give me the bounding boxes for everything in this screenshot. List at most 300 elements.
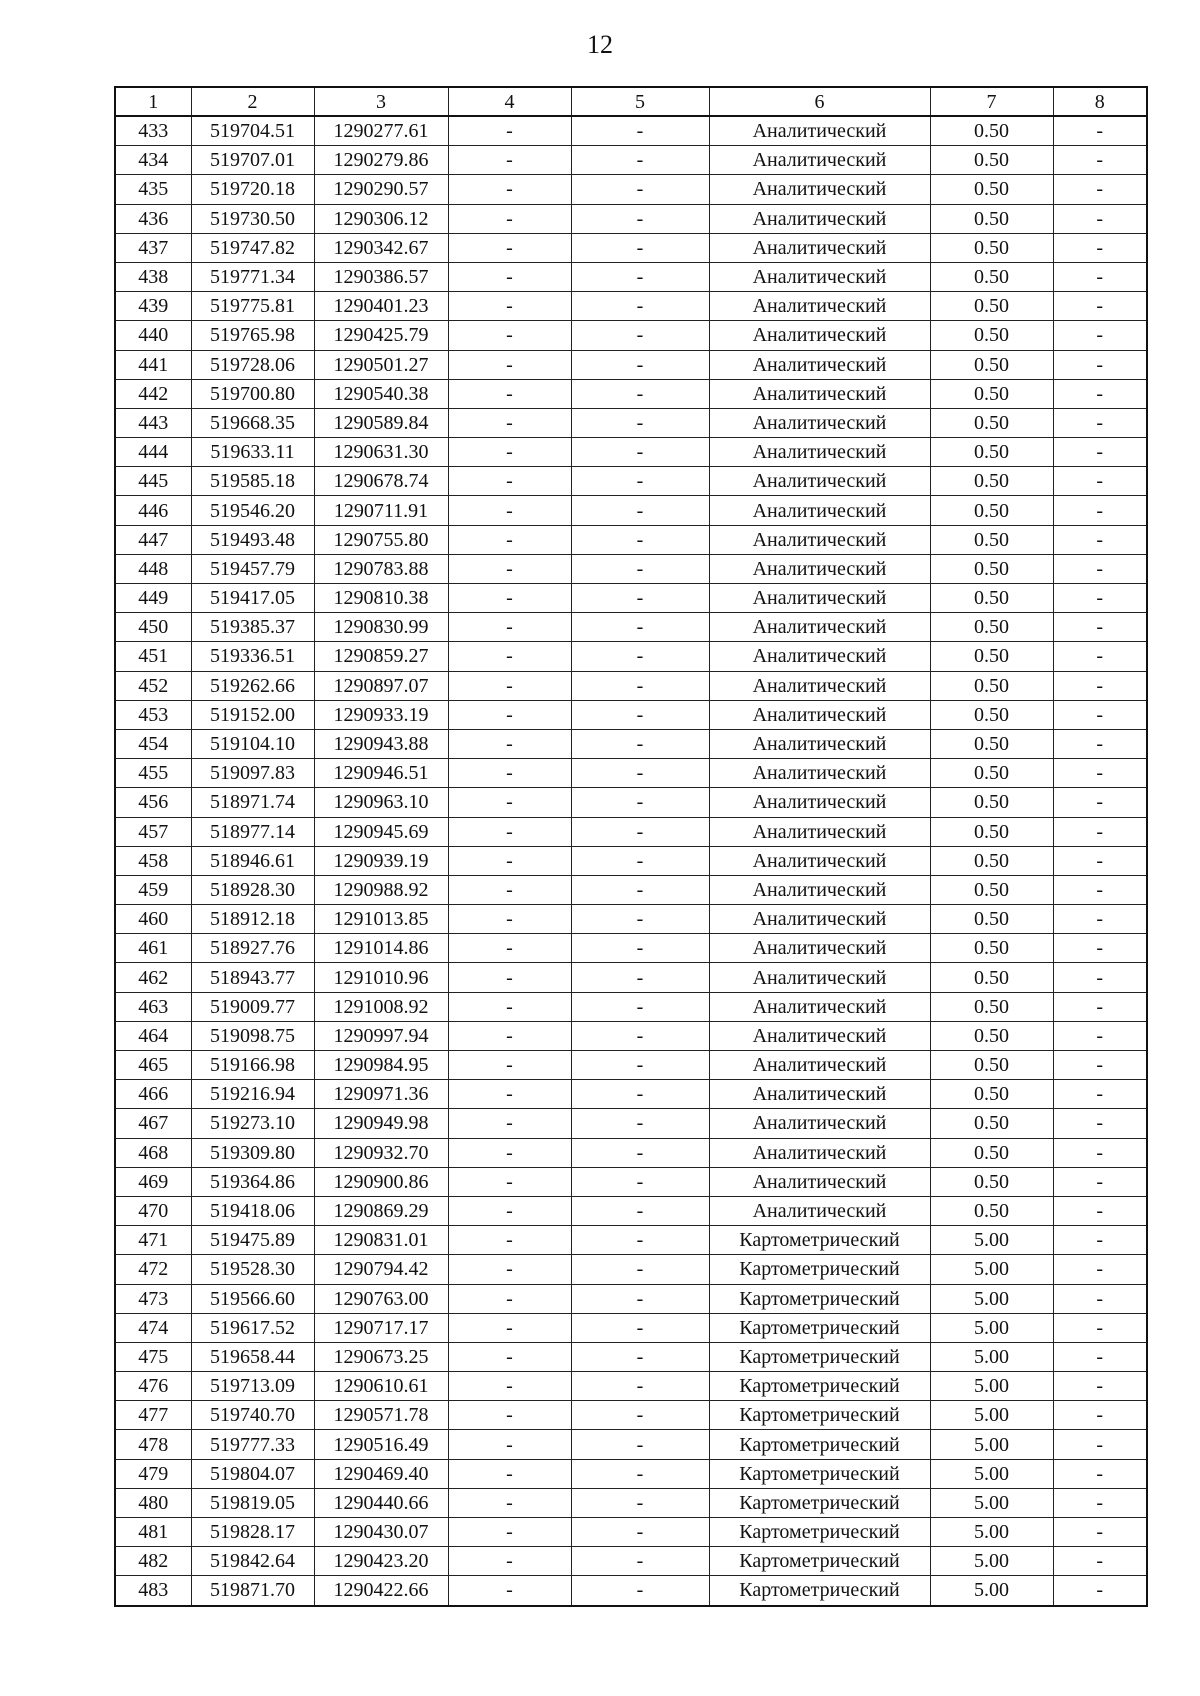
table-row: [115, 1401, 1147, 1430]
table-header-row: [115, 87, 1147, 116]
x-coordinate-cell: 519418.06: [191, 1196, 314, 1225]
column-5-cell: -: [571, 759, 709, 788]
method-cell: Аналитический: [709, 146, 930, 175]
column-5-cell: -: [571, 1401, 709, 1430]
x-coordinate-cell: 519777.33: [191, 1430, 314, 1459]
column-4-cell: -: [448, 671, 571, 700]
point-number-cell: 444: [115, 438, 191, 467]
point-number-cell: 445: [115, 467, 191, 496]
column-8-cell: -: [1053, 817, 1147, 846]
column-4-cell: -: [448, 408, 571, 437]
column-4-cell: -: [448, 321, 571, 350]
y-coordinate-cell: 1290501.27: [314, 350, 448, 379]
column-8-cell: -: [1053, 1138, 1147, 1167]
method-cell: Аналитический: [709, 642, 930, 671]
x-coordinate-cell: 519704.51: [191, 116, 314, 146]
column-8-cell: -: [1053, 1284, 1147, 1313]
point-number-cell: 448: [115, 554, 191, 583]
x-coordinate-cell: 519740.70: [191, 1401, 314, 1430]
table-row: [115, 292, 1147, 321]
table-row: [115, 992, 1147, 1021]
column-8-cell: -: [1053, 1401, 1147, 1430]
table-row: [115, 875, 1147, 904]
accuracy-cell: 5.00: [930, 1313, 1053, 1342]
point-number-cell: 454: [115, 729, 191, 758]
column-4-cell: -: [448, 788, 571, 817]
point-number-cell: 466: [115, 1080, 191, 1109]
method-cell: Картометрический: [709, 1459, 930, 1488]
column-4-cell: -: [448, 817, 571, 846]
column-4-cell: -: [448, 233, 571, 262]
point-number-cell: 449: [115, 584, 191, 613]
y-coordinate-cell: 1290897.07: [314, 671, 448, 700]
column-5-cell: -: [571, 525, 709, 554]
column-4-cell: -: [448, 1167, 571, 1196]
method-cell: Аналитический: [709, 321, 930, 350]
y-coordinate-cell: 1290290.57: [314, 175, 448, 204]
column-4-cell: -: [448, 642, 571, 671]
point-number-cell: 455: [115, 759, 191, 788]
table-row: [115, 759, 1147, 788]
x-coordinate-cell: 519417.05: [191, 584, 314, 613]
column-4-cell: -: [448, 525, 571, 554]
column-8-cell: -: [1053, 788, 1147, 817]
y-coordinate-cell: 1290673.25: [314, 1342, 448, 1371]
column-8-cell: -: [1053, 1196, 1147, 1225]
table-row: [115, 438, 1147, 467]
column-5-cell: -: [571, 1080, 709, 1109]
x-coordinate-cell: 519771.34: [191, 262, 314, 291]
column-4-cell: -: [448, 992, 571, 1021]
method-cell: Аналитический: [709, 554, 930, 583]
accuracy-cell: 0.50: [930, 408, 1053, 437]
x-coordinate-cell: 519528.30: [191, 1255, 314, 1284]
column-5-cell: -: [571, 584, 709, 613]
method-cell: Аналитический: [709, 116, 930, 146]
y-coordinate-cell: 1290386.57: [314, 262, 448, 291]
x-coordinate-cell: 519765.98: [191, 321, 314, 350]
accuracy-cell: 5.00: [930, 1518, 1053, 1547]
table-row: [115, 408, 1147, 437]
table-row: [115, 525, 1147, 554]
x-coordinate-cell: 518927.76: [191, 934, 314, 963]
y-coordinate-cell: 1290831.01: [314, 1226, 448, 1255]
column-header: 3: [314, 87, 448, 116]
table-row: [115, 729, 1147, 758]
column-5-cell: -: [571, 934, 709, 963]
y-coordinate-cell: 1290306.12: [314, 204, 448, 233]
accuracy-cell: 0.50: [930, 233, 1053, 262]
point-number-cell: 440: [115, 321, 191, 350]
column-8-cell: -: [1053, 1372, 1147, 1401]
column-4-cell: -: [448, 146, 571, 175]
y-coordinate-cell: 1290589.84: [314, 408, 448, 437]
column-8-cell: -: [1053, 204, 1147, 233]
accuracy-cell: 0.50: [930, 1138, 1053, 1167]
accuracy-cell: 5.00: [930, 1488, 1053, 1517]
y-coordinate-cell: 1290945.69: [314, 817, 448, 846]
method-cell: Картометрический: [709, 1313, 930, 1342]
point-number-cell: 435: [115, 175, 191, 204]
x-coordinate-cell: 519720.18: [191, 175, 314, 204]
column-5-cell: -: [571, 1196, 709, 1225]
method-cell: Аналитический: [709, 1051, 930, 1080]
point-number-cell: 465: [115, 1051, 191, 1080]
x-coordinate-cell: 519216.94: [191, 1080, 314, 1109]
accuracy-cell: 5.00: [930, 1342, 1053, 1371]
column-8-cell: -: [1053, 905, 1147, 934]
column-8-cell: -: [1053, 1109, 1147, 1138]
table-row: [115, 116, 1147, 146]
point-number-cell: 443: [115, 408, 191, 437]
accuracy-cell: 0.50: [930, 1196, 1053, 1225]
y-coordinate-cell: 1290755.80: [314, 525, 448, 554]
column-8-cell: -: [1053, 963, 1147, 992]
table-row: [115, 817, 1147, 846]
accuracy-cell: 0.50: [930, 671, 1053, 700]
accuracy-cell: 0.50: [930, 438, 1053, 467]
x-coordinate-cell: 519104.10: [191, 729, 314, 758]
y-coordinate-cell: 1290933.19: [314, 700, 448, 729]
column-5-cell: -: [571, 146, 709, 175]
column-4-cell: -: [448, 1021, 571, 1050]
column-header: 4: [448, 87, 571, 116]
x-coordinate-cell: 519385.37: [191, 613, 314, 642]
point-number-cell: 453: [115, 700, 191, 729]
y-coordinate-cell: 1290516.49: [314, 1430, 448, 1459]
column-5-cell: -: [571, 438, 709, 467]
x-coordinate-cell: 519658.44: [191, 1342, 314, 1371]
column-header: 5: [571, 87, 709, 116]
column-header: 8: [1053, 87, 1147, 116]
table-row: [115, 613, 1147, 642]
y-coordinate-cell: 1290763.00: [314, 1284, 448, 1313]
column-5-cell: -: [571, 467, 709, 496]
column-5-cell: -: [571, 992, 709, 1021]
column-8-cell: -: [1053, 438, 1147, 467]
table-row: [115, 262, 1147, 291]
table-row: [115, 1576, 1147, 1606]
method-cell: Картометрический: [709, 1255, 930, 1284]
column-5-cell: -: [571, 175, 709, 204]
x-coordinate-cell: 519475.89: [191, 1226, 314, 1255]
y-coordinate-cell: 1290943.88: [314, 729, 448, 758]
method-cell: Картометрический: [709, 1342, 930, 1371]
column-5-cell: -: [571, 408, 709, 437]
method-cell: Аналитический: [709, 905, 930, 934]
column-5-cell: -: [571, 1167, 709, 1196]
column-4-cell: -: [448, 759, 571, 788]
accuracy-cell: 0.50: [930, 846, 1053, 875]
column-5-cell: -: [571, 292, 709, 321]
point-number-cell: 477: [115, 1401, 191, 1430]
method-cell: Аналитический: [709, 1109, 930, 1138]
column-8-cell: -: [1053, 233, 1147, 262]
column-4-cell: -: [448, 584, 571, 613]
column-4-cell: -: [448, 467, 571, 496]
method-cell: Аналитический: [709, 525, 930, 554]
method-cell: Аналитический: [709, 175, 930, 204]
column-8-cell: -: [1053, 759, 1147, 788]
table-row: [115, 204, 1147, 233]
x-coordinate-cell: 518912.18: [191, 905, 314, 934]
method-cell: Аналитический: [709, 671, 930, 700]
method-cell: Картометрический: [709, 1547, 930, 1576]
x-coordinate-cell: 519273.10: [191, 1109, 314, 1138]
x-coordinate-cell: 519309.80: [191, 1138, 314, 1167]
accuracy-cell: 0.50: [930, 1080, 1053, 1109]
table-row: [115, 233, 1147, 262]
column-4-cell: -: [448, 438, 571, 467]
column-4-cell: -: [448, 729, 571, 758]
method-cell: Аналитический: [709, 204, 930, 233]
column-5-cell: -: [571, 116, 709, 146]
column-8-cell: -: [1053, 525, 1147, 554]
column-4-cell: -: [448, 554, 571, 583]
x-coordinate-cell: 519713.09: [191, 1372, 314, 1401]
y-coordinate-cell: 1290949.98: [314, 1109, 448, 1138]
column-5-cell: -: [571, 846, 709, 875]
point-number-cell: 468: [115, 1138, 191, 1167]
column-8-cell: -: [1053, 875, 1147, 904]
y-coordinate-cell: 1290988.92: [314, 875, 448, 904]
accuracy-cell: 5.00: [930, 1430, 1053, 1459]
table-row: [115, 496, 1147, 525]
accuracy-cell: 0.50: [930, 350, 1053, 379]
column-5-cell: -: [571, 963, 709, 992]
column-5-cell: -: [571, 1226, 709, 1255]
accuracy-cell: 0.50: [930, 700, 1053, 729]
point-number-cell: 437: [115, 233, 191, 262]
y-coordinate-cell: 1290469.40: [314, 1459, 448, 1488]
method-cell: Аналитический: [709, 262, 930, 291]
accuracy-cell: 0.50: [930, 729, 1053, 758]
y-coordinate-cell: 1290279.86: [314, 146, 448, 175]
method-cell: Картометрический: [709, 1372, 930, 1401]
table-row: [115, 1255, 1147, 1284]
x-coordinate-cell: 519842.64: [191, 1547, 314, 1576]
y-coordinate-cell: 1290711.91: [314, 496, 448, 525]
method-cell: Аналитический: [709, 1196, 930, 1225]
method-cell: Аналитический: [709, 1138, 930, 1167]
table-row: [115, 1313, 1147, 1342]
point-number-cell: 462: [115, 963, 191, 992]
point-number-cell: 469: [115, 1167, 191, 1196]
x-coordinate-cell: 519819.05: [191, 1488, 314, 1517]
column-8-cell: -: [1053, 613, 1147, 642]
column-4-cell: -: [448, 379, 571, 408]
method-cell: Аналитический: [709, 700, 930, 729]
table-row: [115, 934, 1147, 963]
table-row: [115, 1488, 1147, 1517]
column-5-cell: -: [571, 204, 709, 233]
column-4-cell: -: [448, 1313, 571, 1342]
column-8-cell: -: [1053, 584, 1147, 613]
table-row: [115, 642, 1147, 671]
table-row: [115, 467, 1147, 496]
table-row: [115, 350, 1147, 379]
column-5-cell: -: [571, 817, 709, 846]
point-number-cell: 442: [115, 379, 191, 408]
accuracy-cell: 5.00: [930, 1255, 1053, 1284]
table-row: [115, 1342, 1147, 1371]
x-coordinate-cell: 519707.01: [191, 146, 314, 175]
column-8-cell: -: [1053, 1518, 1147, 1547]
x-coordinate-cell: 518943.77: [191, 963, 314, 992]
column-header: 7: [930, 87, 1053, 116]
y-coordinate-cell: 1290963.10: [314, 788, 448, 817]
x-coordinate-cell: 518946.61: [191, 846, 314, 875]
column-8-cell: -: [1053, 116, 1147, 146]
column-4-cell: -: [448, 262, 571, 291]
method-cell: Аналитический: [709, 992, 930, 1021]
x-coordinate-cell: 519775.81: [191, 292, 314, 321]
column-5-cell: -: [571, 1284, 709, 1313]
column-4-cell: -: [448, 1342, 571, 1371]
accuracy-cell: 0.50: [930, 1109, 1053, 1138]
point-number-cell: 463: [115, 992, 191, 1021]
point-number-cell: 446: [115, 496, 191, 525]
column-5-cell: -: [571, 1255, 709, 1284]
table-row: [115, 554, 1147, 583]
y-coordinate-cell: 1290810.38: [314, 584, 448, 613]
x-coordinate-cell: 519700.80: [191, 379, 314, 408]
column-4-cell: -: [448, 1518, 571, 1547]
column-4-cell: -: [448, 292, 571, 321]
column-8-cell: -: [1053, 408, 1147, 437]
column-4-cell: -: [448, 1576, 571, 1606]
column-5-cell: -: [571, 905, 709, 934]
x-coordinate-cell: 519747.82: [191, 233, 314, 262]
column-8-cell: -: [1053, 146, 1147, 175]
column-header: 2: [191, 87, 314, 116]
column-8-cell: -: [1053, 350, 1147, 379]
table-row: [115, 846, 1147, 875]
x-coordinate-cell: 519633.11: [191, 438, 314, 467]
point-number-cell: 434: [115, 146, 191, 175]
accuracy-cell: 0.50: [930, 1051, 1053, 1080]
point-number-cell: 436: [115, 204, 191, 233]
method-cell: Аналитический: [709, 292, 930, 321]
x-coordinate-cell: 519804.07: [191, 1459, 314, 1488]
coordinates-table: [114, 86, 1148, 1607]
column-8-cell: -: [1053, 671, 1147, 700]
column-4-cell: -: [448, 1196, 571, 1225]
y-coordinate-cell: 1290422.66: [314, 1576, 448, 1606]
point-number-cell: 480: [115, 1488, 191, 1517]
table-row: [115, 1051, 1147, 1080]
y-coordinate-cell: 1290342.67: [314, 233, 448, 262]
point-number-cell: 451: [115, 642, 191, 671]
column-8-cell: -: [1053, 642, 1147, 671]
point-number-cell: 457: [115, 817, 191, 846]
column-5-cell: -: [571, 1109, 709, 1138]
point-number-cell: 461: [115, 934, 191, 963]
table-row: [115, 1138, 1147, 1167]
method-cell: Аналитический: [709, 759, 930, 788]
point-number-cell: 472: [115, 1255, 191, 1284]
column-8-cell: -: [1053, 1051, 1147, 1080]
column-5-cell: -: [571, 1313, 709, 1342]
point-number-cell: 439: [115, 292, 191, 321]
column-4-cell: -: [448, 875, 571, 904]
method-cell: Аналитический: [709, 350, 930, 379]
accuracy-cell: 0.50: [930, 146, 1053, 175]
x-coordinate-cell: 519566.60: [191, 1284, 314, 1313]
x-coordinate-cell: 519617.52: [191, 1313, 314, 1342]
y-coordinate-cell: 1290939.19: [314, 846, 448, 875]
table-row: [115, 671, 1147, 700]
column-5-cell: -: [571, 350, 709, 379]
x-coordinate-cell: 519098.75: [191, 1021, 314, 1050]
table-row: [115, 1167, 1147, 1196]
table-row: [115, 1518, 1147, 1547]
y-coordinate-cell: 1290571.78: [314, 1401, 448, 1430]
column-4-cell: -: [448, 1401, 571, 1430]
accuracy-cell: 0.50: [930, 116, 1053, 146]
method-cell: Картометрический: [709, 1401, 930, 1430]
y-coordinate-cell: 1290783.88: [314, 554, 448, 583]
table-row: [115, 584, 1147, 613]
point-number-cell: 478: [115, 1430, 191, 1459]
y-coordinate-cell: 1290830.99: [314, 613, 448, 642]
table-row: [115, 379, 1147, 408]
column-8-cell: -: [1053, 262, 1147, 291]
x-coordinate-cell: 519166.98: [191, 1051, 314, 1080]
x-coordinate-cell: 519730.50: [191, 204, 314, 233]
column-5-cell: -: [571, 1459, 709, 1488]
column-5-cell: -: [571, 262, 709, 291]
column-5-cell: -: [571, 642, 709, 671]
table-row: [115, 1372, 1147, 1401]
table-row: [115, 175, 1147, 204]
accuracy-cell: 0.50: [930, 875, 1053, 904]
y-coordinate-cell: 1290610.61: [314, 1372, 448, 1401]
accuracy-cell: 0.50: [930, 963, 1053, 992]
column-8-cell: -: [1053, 496, 1147, 525]
method-cell: Картометрический: [709, 1488, 930, 1517]
method-cell: Аналитический: [709, 379, 930, 408]
column-5-cell: -: [571, 1518, 709, 1547]
y-coordinate-cell: 1290794.42: [314, 1255, 448, 1284]
method-cell: Картометрический: [709, 1518, 930, 1547]
x-coordinate-cell: 519152.00: [191, 700, 314, 729]
column-5-cell: -: [571, 1576, 709, 1606]
x-coordinate-cell: 519364.86: [191, 1167, 314, 1196]
point-number-cell: 467: [115, 1109, 191, 1138]
point-number-cell: 482: [115, 1547, 191, 1576]
method-cell: Аналитический: [709, 613, 930, 642]
table-row: [115, 1226, 1147, 1255]
point-number-cell: 447: [115, 525, 191, 554]
point-number-cell: 476: [115, 1372, 191, 1401]
y-coordinate-cell: 1291013.85: [314, 905, 448, 934]
accuracy-cell: 0.50: [930, 204, 1053, 233]
accuracy-cell: 0.50: [930, 584, 1053, 613]
point-number-cell: 441: [115, 350, 191, 379]
x-coordinate-cell: 519097.83: [191, 759, 314, 788]
accuracy-cell: 0.50: [930, 817, 1053, 846]
y-coordinate-cell: 1290984.95: [314, 1051, 448, 1080]
column-5-cell: -: [571, 1547, 709, 1576]
y-coordinate-cell: 1290430.07: [314, 1518, 448, 1547]
point-number-cell: 438: [115, 262, 191, 291]
method-cell: Аналитический: [709, 934, 930, 963]
column-8-cell: -: [1053, 729, 1147, 758]
y-coordinate-cell: 1291010.96: [314, 963, 448, 992]
column-8-cell: -: [1053, 1459, 1147, 1488]
accuracy-cell: 0.50: [930, 613, 1053, 642]
